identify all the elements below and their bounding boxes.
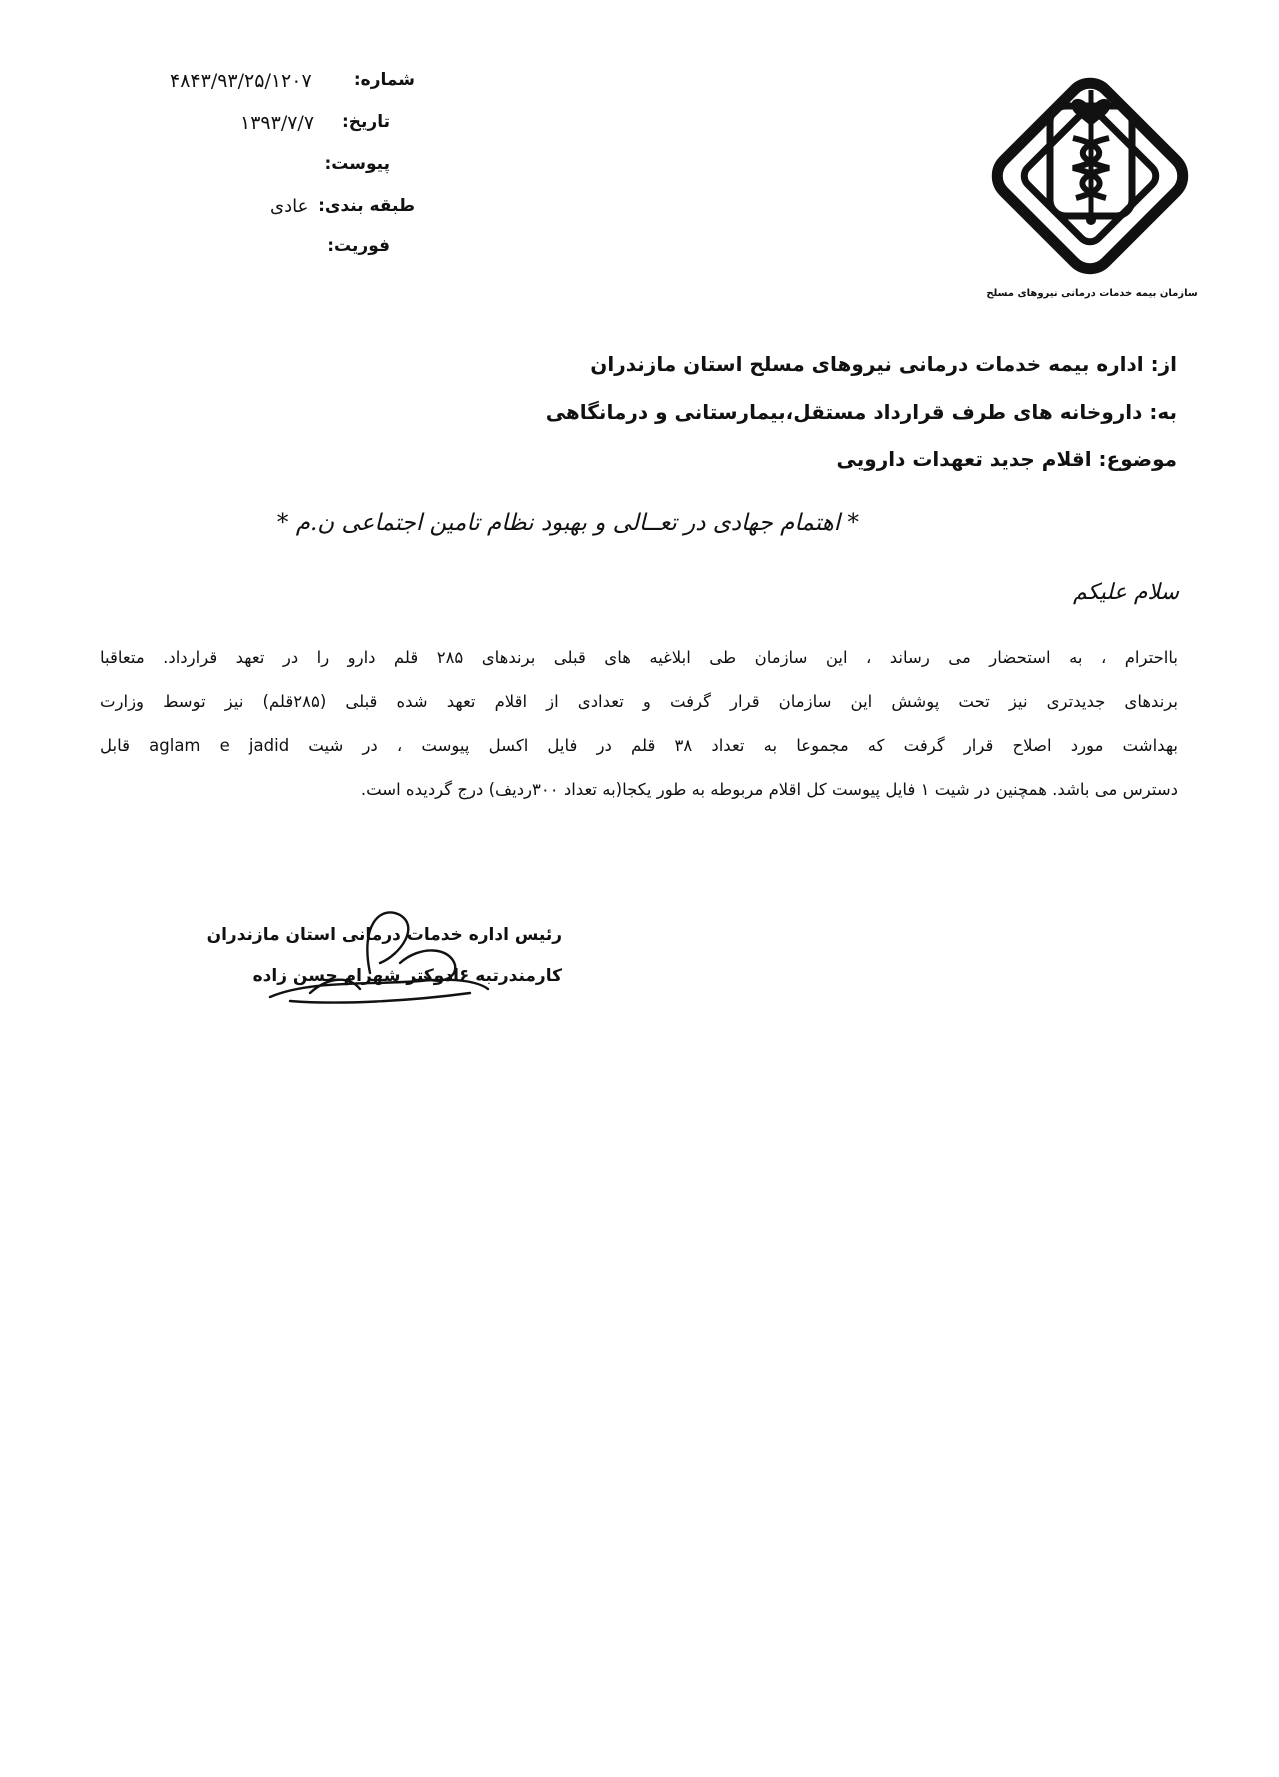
urgency-label: فوریت: <box>327 236 390 256</box>
classification-value: عادی <box>270 196 309 217</box>
letter-date-row <box>240 112 390 142</box>
letter-to: به: داروخانه های طرف قرارداد مستقل،بیمارستانی و درمانگاهی <box>545 400 1177 424</box>
letter-subject: موضوع: اقلام جدید تعهدات دارویی <box>836 447 1177 471</box>
attachment-row <box>320 154 390 184</box>
classification-row <box>270 196 415 226</box>
urgency-row <box>320 236 390 266</box>
caduceus-emblem-icon <box>968 68 1218 290</box>
signatory-name: کارمندرتبه ۶ادوکتر شهرام حسن زاده <box>252 966 562 986</box>
organization-name: سازمان بیمه خدمات درمانی نیروهای مسلح <box>986 288 1198 299</box>
letter-date-label: تاریخ: <box>342 112 390 132</box>
body-line-3: بهداشت مورد اصلاح قرار گرفت که مجموعا به تعداد ۳۸ قلم در فایل اکسل پیوست ، در شیت aglam e jadid قابل <box>100 736 1179 755</box>
letter-number-label: شماره: <box>353 70 415 90</box>
letter-from: از: اداره بیمه خدمات درمانی نیروهای مسلح استان مازندران <box>590 352 1177 376</box>
letter-date-value: ۱۳۹۳/۷/۷ <box>240 112 315 134</box>
letter-body <box>100 636 1178 812</box>
motto: * اهتمام جهادی در تعــالی و بهبود نظام تامین اجتماعی ن.م * <box>276 510 859 536</box>
signatory-title: رئیس اداره خدمات درمانی استان مازندران <box>206 925 562 945</box>
body-line-2: برندهای جدیدتری نیز تحت پوشش این سازمان قرار گرفت و تعدادی از اقلام تعهد شده قبلی (۲۸۵قلم) نیز توسط وزارت <box>100 692 1178 711</box>
body-line-4: دسترس می باشد. همچنین در شیت ۱ فایل پیوست کل اقلام مربوطه به طور یکجا(به تعداد ۳۰۰ردیف) درج گردیده است. <box>360 780 1178 799</box>
letter-number-value: ۴۸۴۳/۹۳/۲۵/۱۲۰۷ <box>170 70 312 92</box>
classification-label: طبقه بندی: <box>318 196 415 216</box>
organization-logo <box>968 68 1218 308</box>
letter-number-row <box>170 70 415 100</box>
body-line-1: بااحترام ، به استحضار می رساند ، این سازمان طی ابلاغیه های قبلی برندهای ۲۸۵ قلم دارو را در تعهد قرارداد. متعاقبا <box>100 648 1178 667</box>
greeting: سلام علیکم <box>1072 580 1179 605</box>
handwritten-signature <box>250 885 510 1015</box>
attachment-label: پیوست: <box>324 154 390 174</box>
